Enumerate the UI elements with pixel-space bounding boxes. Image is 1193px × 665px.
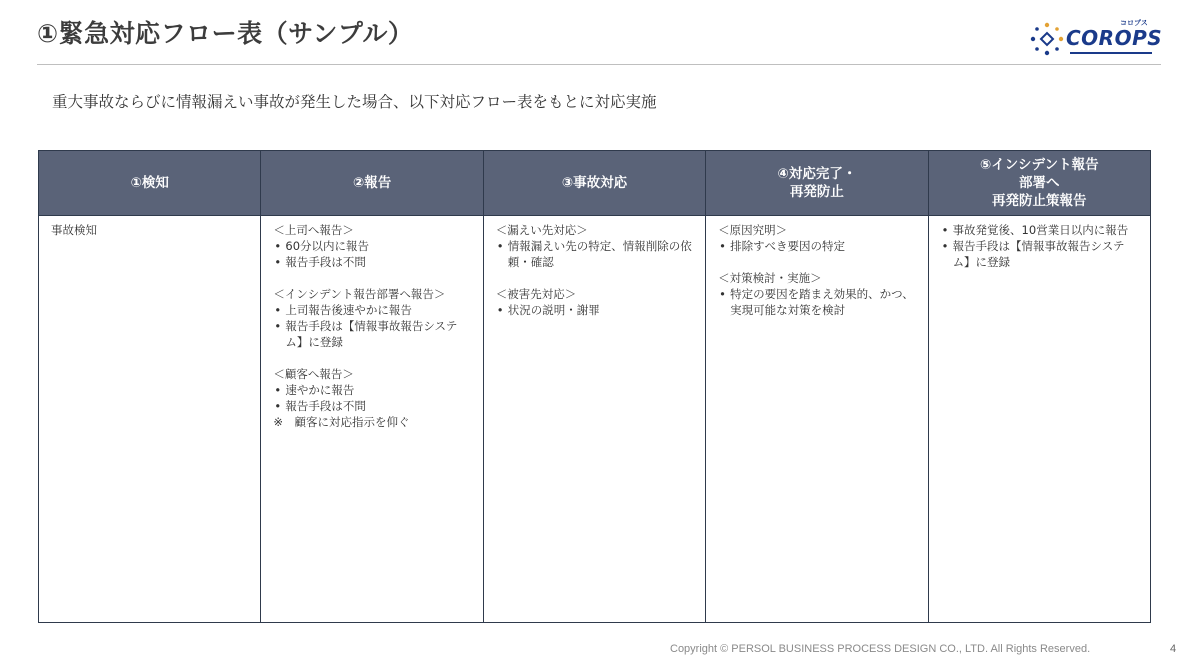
table-row <box>39 216 1151 623</box>
cell-completion-prevention <box>706 216 928 623</box>
header-line: ④対応完了・ <box>777 166 857 182</box>
report-block-incident-dept <box>273 286 472 350</box>
cell-detection <box>39 216 261 623</box>
cell-incident-response <box>483 216 705 623</box>
page-number: 4 <box>1170 643 1177 655</box>
corops-mark-icon <box>1030 22 1064 56</box>
header-incident-dept-report <box>928 151 1150 216</box>
table-header-row <box>39 151 1151 216</box>
bullet-list <box>273 302 472 350</box>
block-heading: ＜上司へ報告＞ <box>273 223 354 237</box>
logo-kana: コロプス <box>1120 19 1148 27</box>
list-item: • 排除すべき要因の特定 <box>718 238 917 254</box>
header-line: 再発防止 <box>789 184 844 200</box>
bullet-list <box>496 238 695 270</box>
response-block-leak <box>496 222 695 270</box>
header-incident-response <box>483 151 705 216</box>
list-item: • 事故発覚後、10営業日以内に報告 <box>941 222 1140 238</box>
response-block-victim <box>496 286 695 318</box>
block-heading: ＜インシデント報告部署へ報告＞ <box>273 287 446 301</box>
cell-text: 事故検知 <box>51 223 97 237</box>
list-item: • 上司報告後速やかに報告 <box>273 302 472 318</box>
cell-report <box>261 216 483 623</box>
header-completion-prevention <box>706 151 928 216</box>
bullet-list <box>718 238 917 254</box>
title-divider <box>37 64 1161 65</box>
bullet-list <box>718 286 917 318</box>
header-report <box>261 151 483 216</box>
corops-logo <box>1030 18 1163 58</box>
report-block-customer <box>273 366 472 430</box>
cell-incident-dept-report <box>928 216 1150 623</box>
list-item: • 速やかに報告 <box>273 382 472 398</box>
list-item: • 報告手段は不問 <box>273 254 472 270</box>
page-title: ①緊急対応フロー表（サンプル） <box>37 19 414 48</box>
header-line: 部署へ <box>1019 175 1060 191</box>
list-item: • 60分以内に報告 <box>273 238 472 254</box>
lead-text: 重大事故ならびに情報漏えい事故が発生した場合、以下対応フロー表をもとに対応実施 <box>52 93 657 111</box>
header-line: ③事故対応 <box>561 175 628 191</box>
list-item: • 報告手段は【情報事故報告システム】に登録 <box>941 238 1140 270</box>
header-detection <box>39 151 261 216</box>
block-heading: ＜原因究明＞ <box>718 223 788 237</box>
block-note: ※ 顧客に対応指示を仰ぐ <box>273 415 410 429</box>
block-heading: ＜顧客へ報告＞ <box>273 367 354 381</box>
bullet-list <box>273 238 472 270</box>
block-heading: ＜漏えい先対応＞ <box>495 223 588 237</box>
prevention-block-measures <box>718 270 917 318</box>
emergency-flow-table <box>38 150 1151 623</box>
header-line: 再発防止策報告 <box>992 193 1087 209</box>
list-item: • 報告手段は【情報事故報告システム】に登録 <box>273 318 472 350</box>
list-item: • 状況の説明・謝罪 <box>496 302 695 318</box>
list-item: • 特定の要因を踏まえ効果的、かつ、実現可能な対策を検討 <box>718 286 917 318</box>
block-heading: ＜対策検討・実施＞ <box>718 271 822 285</box>
header-line: ⑤インシデント報告 <box>979 157 1099 173</box>
block-heading: ＜被害先対応＞ <box>495 287 577 301</box>
header-line: ①検知 <box>130 175 169 191</box>
header-line: ②報告 <box>352 175 392 191</box>
prevention-block-cause <box>718 222 917 254</box>
logo-underline <box>1070 52 1152 54</box>
report-block-boss <box>273 222 472 270</box>
bullet-list <box>941 222 1140 270</box>
bullet-list <box>273 382 472 414</box>
bullet-list <box>496 302 695 318</box>
copyright-footer: Copyright © PERSOL BUSINESS PROCESS DESIGN CO., LTD. All Rights Reserved. <box>670 643 1091 655</box>
list-item: • 情報漏えい先の特定、情報削除の依頼・確認 <box>496 238 695 270</box>
logo-text: COROPS <box>1066 26 1163 50</box>
list-item: • 報告手段は不問 <box>273 398 472 414</box>
